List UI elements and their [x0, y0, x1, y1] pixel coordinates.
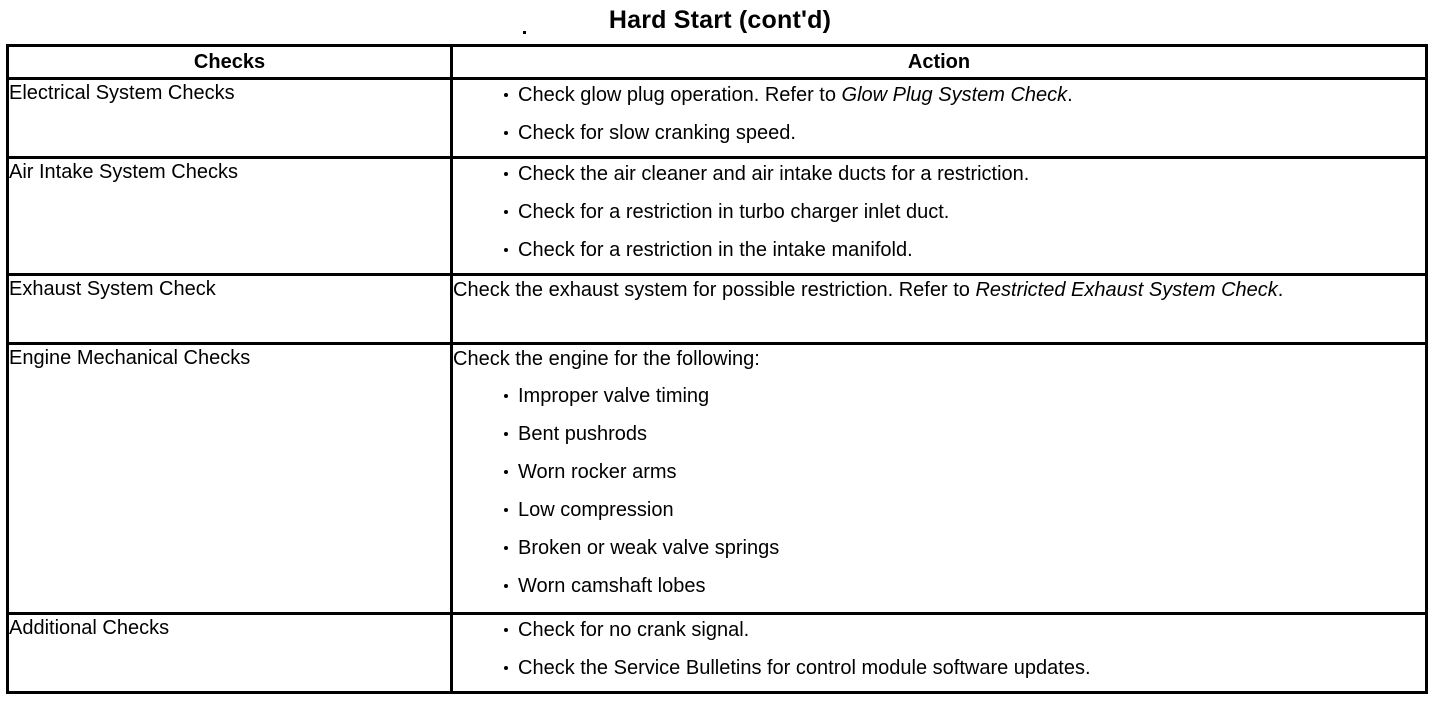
- check-cell: Air Intake System Checks: [8, 158, 452, 275]
- list-item: [453, 533, 1425, 571]
- bullet-icon: [504, 131, 508, 135]
- list-item: [453, 457, 1425, 495]
- bullet-icon: [504, 210, 508, 214]
- action-text: Check for slow cranking speed.: [518, 122, 796, 144]
- reference-link-text: Glow Plug System Check: [841, 84, 1068, 106]
- action-text: Bent pushrods: [518, 423, 647, 445]
- action-text: Worn rocker arms: [518, 461, 677, 483]
- bullet-icon: [504, 666, 508, 670]
- check-cell: Exhaust System Check: [8, 275, 452, 344]
- bullet-icon: [504, 394, 508, 398]
- list-item: [453, 615, 1425, 653]
- stray-mark: [523, 31, 526, 34]
- list-item: [453, 197, 1425, 235]
- bullet-icon: [504, 508, 508, 512]
- action-list: [453, 159, 1425, 273]
- action-cell: [452, 79, 1427, 158]
- bullet-icon: [504, 248, 508, 252]
- action-cell: [452, 344, 1427, 614]
- list-item: [453, 80, 1425, 118]
- action-text: Check the air cleaner and air intake ducts for a restriction.: [518, 163, 1030, 185]
- table-row: [8, 158, 1427, 275]
- list-item: [453, 495, 1425, 533]
- action-text: Check for a restriction in turbo charger inlet duct.: [518, 201, 950, 223]
- action-text: Low compression: [518, 499, 674, 521]
- action-list: [453, 615, 1425, 691]
- action-text: Broken or weak valve springs: [518, 537, 780, 559]
- table-row: [8, 275, 1427, 344]
- bullet-icon: [504, 93, 508, 97]
- bullet-icon: [504, 172, 508, 176]
- check-cell: Electrical System Checks: [8, 79, 452, 158]
- check-cell: Additional Checks: [8, 614, 452, 693]
- action-text-end: .: [1277, 279, 1284, 301]
- action-cell: [452, 158, 1427, 275]
- action-text: Improper valve timing: [518, 385, 710, 407]
- list-item: [453, 419, 1425, 457]
- action-text: Check the Service Bulletins for control module software updates.: [518, 657, 1091, 679]
- action-cell: [452, 275, 1427, 344]
- bullet-icon: [504, 584, 508, 588]
- bullet-icon: [504, 432, 508, 436]
- action-column-header: Action: [452, 46, 1427, 79]
- action-list: [453, 381, 1425, 609]
- bullet-icon: [504, 546, 508, 550]
- table-row: [8, 79, 1427, 158]
- table-row: [8, 344, 1427, 614]
- action-list: [453, 80, 1425, 156]
- action-text: Check glow plug operation. Refer to: [518, 84, 842, 106]
- action-text: Worn camshaft lobes: [518, 575, 706, 597]
- list-item: [453, 381, 1425, 419]
- check-cell: Engine Mechanical Checks: [8, 344, 452, 614]
- action-paragraph: [453, 276, 1425, 304]
- checks-table: [6, 44, 1428, 694]
- page-title: Hard Start (cont'd): [608, 6, 832, 34]
- bullet-icon: [504, 470, 508, 474]
- list-item: [453, 571, 1425, 609]
- reference-link-text: Restricted Exhaust System Check: [975, 279, 1278, 301]
- action-intro: Check the engine for the following:: [453, 348, 760, 370]
- action-text: Check for no crank signal.: [518, 619, 750, 641]
- list-item: [453, 159, 1425, 197]
- table-row: [8, 614, 1427, 693]
- action-text-end: .: [1067, 84, 1073, 106]
- checks-column-header: Checks: [8, 46, 452, 79]
- action-text: Check the exhaust system for possible restriction. Refer to: [453, 279, 976, 301]
- list-item: [453, 118, 1425, 156]
- table-header-row: [8, 46, 1427, 79]
- action-cell: [452, 614, 1427, 693]
- list-item: [453, 653, 1425, 691]
- action-text: Check for a restriction in the intake manifold.: [518, 239, 913, 261]
- list-item: [453, 235, 1425, 273]
- bullet-icon: [504, 628, 508, 632]
